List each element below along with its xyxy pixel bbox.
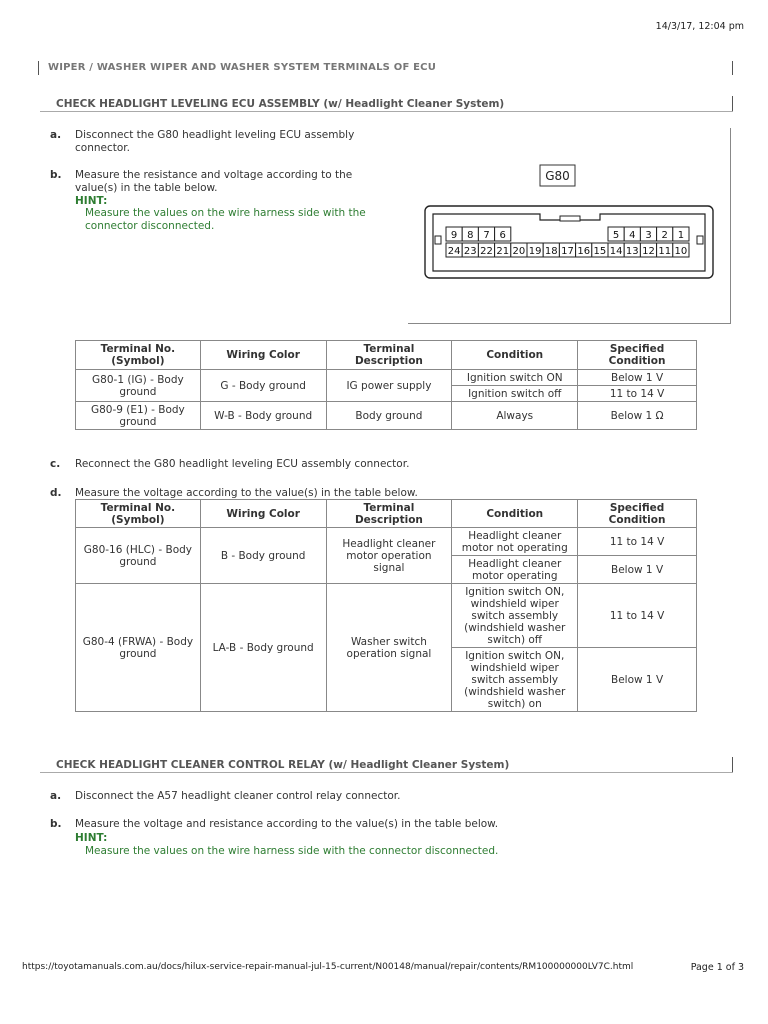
cell-specified: Below 1 V [578,556,697,584]
cell-terminal: G80-4 (FRWA) - Body ground [76,584,201,712]
cell-description: Headlight cleaner motor operation signal [326,528,452,584]
cell-description: Body ground [326,402,452,430]
footer-url: https://toyotamanuals.com.au/docs/hilux-service-repair-manual-jul-15-current/N00148/manual/repair/contents/RM100000000LV7C.html [22,962,634,972]
connector-pin-label: 5 [612,230,620,241]
connector-pin-label: 9 [450,230,458,241]
step-text: Measure the voltage and resistance according to the value(s) in the table below. [75,818,499,830]
step-letter: b. [50,169,62,181]
cell-condition: Ignition switch ON [452,370,578,386]
table-row [76,528,697,556]
connector-pin-label: 20 [512,246,526,257]
column-header-terminal: Terminal No. (Symbol) [76,341,201,370]
connector-pin-label: 1 [677,230,685,241]
step-text: Reconnect the G80 headlight leveling ECU assembly connector. [75,458,410,470]
step-text: Measure the resistance and voltage according to the value(s) in the table below. [75,169,353,194]
column-header-description: Terminal Description [326,341,452,370]
connector-pin-label: 21 [496,246,510,257]
table-header-row [76,341,697,370]
connector-pin-label: 23 [463,246,477,257]
connector-pin-label: 12 [642,246,655,257]
connector-pin-label: 17 [561,246,574,257]
connector-pin-label: 22 [480,246,493,257]
print-timestamp: 14/3/17, 12:04 pm [655,21,744,32]
connector-pin-label: 15 [593,246,607,257]
cell-wiring: G - Body ground [200,370,326,402]
section-right-rule [732,757,733,772]
connector-pin-label: 16 [577,246,591,257]
connector-pin-label: 10 [674,246,688,257]
cell-terminal: G80-1 (IG) - Body ground [76,370,201,402]
connector-pin-label: 24 [447,246,461,257]
connector-pin-label: 3 [645,230,652,241]
column-header-condition: Condition [452,500,578,528]
breadcrumb-right-rule [732,61,733,75]
cell-condition: Headlight cleaner motor operating [452,556,578,584]
cell-condition: Always [452,402,578,430]
cell-specified: 11 to 14 V [578,386,697,402]
breadcrumb-text: WIPER / WASHER WIPER AND WASHER SYSTEM TERMINALS OF ECU [48,62,437,73]
section-heading-leveling-ecu [40,97,733,112]
table-header-row [76,500,697,528]
cell-specified: 11 to 14 V [578,528,697,556]
connector-pin-label: 13 [625,246,639,257]
cell-condition: Ignition switch off [452,386,578,402]
cell-condition: Ignition switch ON, windshield wiper switch assembly (windshield washer switch) on [452,648,578,712]
cell-terminal: G80-9 (E1) - Body ground [76,402,201,430]
column-header-description: Terminal Description [326,500,452,528]
step-text: Disconnect the A57 headlight cleaner control relay connector. [75,790,401,802]
cell-description: IG power supply [326,370,452,402]
cell-specified: Below 1 Ω [578,402,697,430]
breadcrumb [38,61,733,75]
column-header-wiring: Wiring Color [200,341,326,370]
connector-side-key-left [435,236,441,244]
cell-wiring: W-B - Body ground [200,402,326,430]
hint-label: HINT: [75,832,108,844]
connector-pin-label: 18 [544,246,558,257]
spec-table-1 [75,340,697,430]
cell-specified: 11 to 14 V [578,584,697,648]
connector-pin-label: 7 [483,230,490,241]
section-heading-cleaner-relay [40,758,733,773]
connector-pin-label: 19 [528,246,542,257]
breadcrumb-left-rule [38,61,39,75]
spec-table-2 [75,499,697,712]
cell-description: Washer switch operation signal [326,584,452,712]
connector-label: G80 [545,169,570,183]
cell-specified: Below 1 V [578,370,697,386]
hint-text: Measure the values on the wire harness side with the connector disconnected. [85,845,499,857]
section-right-rule [732,96,733,111]
step-text: Measure the voltage according to the value(s) in the table below. [75,487,418,499]
column-header-specified: Specified Condition [578,341,697,370]
table-row [76,584,697,648]
connector-pin-label: 11 [658,246,672,257]
cell-terminal: G80-16 (HLC) - Body ground [76,528,201,584]
step-letter: d. [50,487,62,499]
column-header-condition: Condition [452,341,578,370]
hint-label: HINT: [75,195,108,207]
column-header-terminal: Terminal No. (Symbol) [76,500,201,528]
section-title: CHECK HEADLIGHT LEVELING ECU ASSEMBLY (w/ Headlight Cleaner System) [56,98,505,110]
column-header-wiring: Wiring Color [200,500,326,528]
column-header-specified: Specified Condition [578,500,697,528]
step-letter: c. [50,458,61,470]
section-title: CHECK HEADLIGHT CLEANER CONTROL RELAY (w/ Headlight Cleaner System) [56,759,510,771]
connector-latch [560,216,580,221]
connector-pin-label: 8 [467,230,474,241]
footer-page-number: Page 1 of 3 [690,962,744,973]
step-letter: b. [50,818,62,830]
connector-pin-label: 4 [629,230,636,241]
step-letter: a. [50,790,62,802]
step-letter: a. [50,129,62,141]
connector-pin-label: 14 [609,246,623,257]
cell-condition: Ignition switch ON, windshield wiper switch assembly (windshield washer switch) off [452,584,578,648]
step-text: Disconnect the G80 headlight leveling ECU assembly connector. [75,129,355,154]
hint-text: Measure the values on the wire harness side with the connector disconnected. [85,207,366,232]
cell-condition: Headlight cleaner motor not operating [452,528,578,556]
connector-diagram-g80 [420,160,720,285]
table-row [76,402,697,430]
table-row [76,370,697,386]
connector-side-key-right [697,236,703,244]
connector-pin-label: 2 [661,230,668,241]
cell-wiring: B - Body ground [200,528,326,584]
cell-specified: Below 1 V [578,648,697,712]
cell-wiring: LA-B - Body ground [200,584,326,712]
connector-pin-label: 6 [499,230,506,241]
